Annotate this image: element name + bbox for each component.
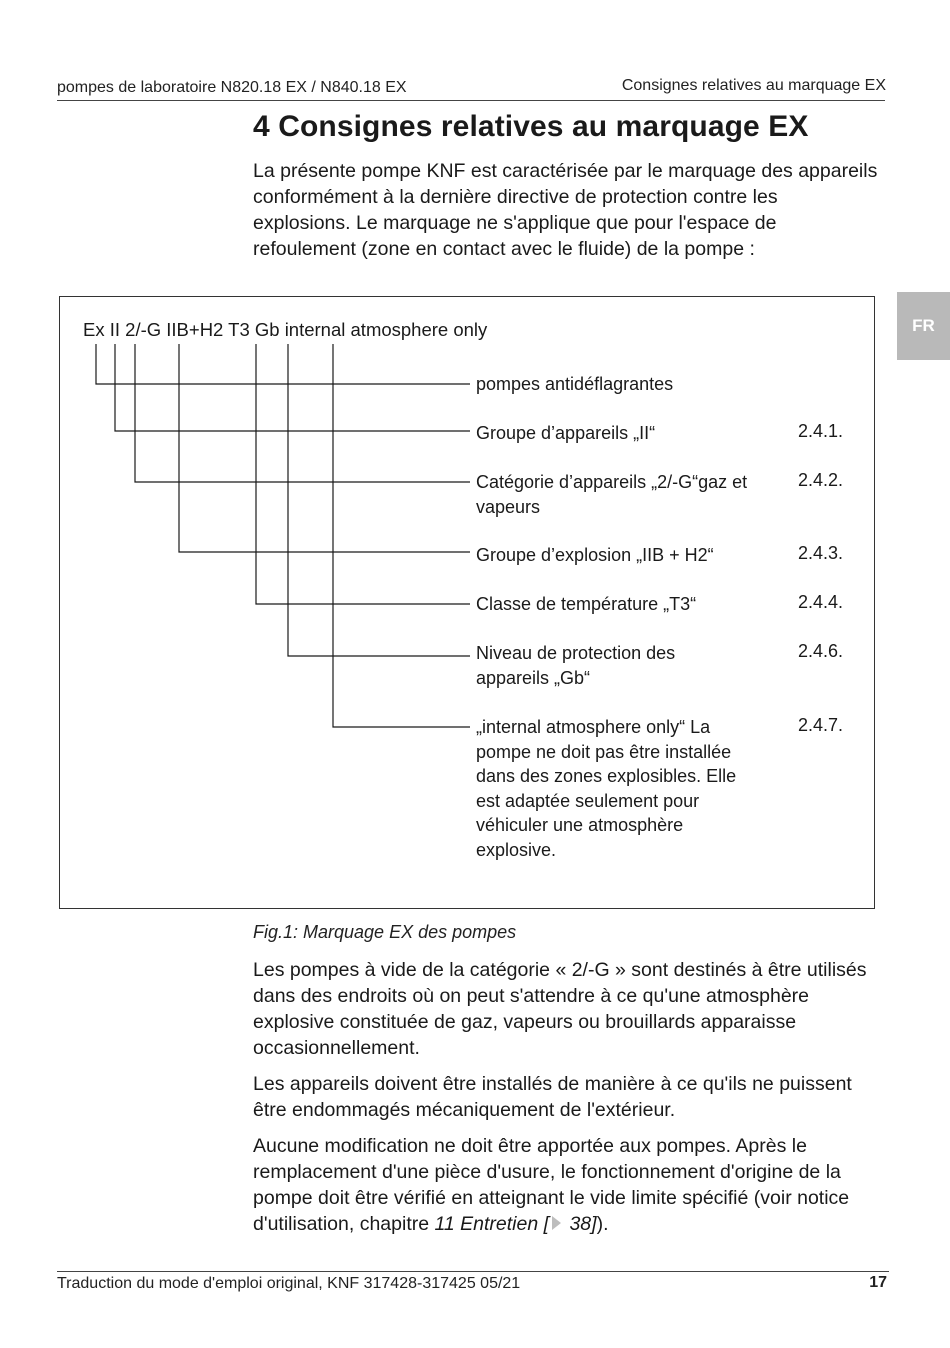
marking-item-label: Classe de température „T3“ <box>476 594 697 614</box>
maintenance-paragraph <box>253 1133 878 1237</box>
maintenance-link-page[interactable]: 38] <box>564 1213 597 1235</box>
marking-item-label: Catégorie d’appareils „2/-G“gaz et vapeurs <box>476 472 748 517</box>
intro-paragraph: La présente pompe KNF est caractérisée par le marquage des appareils conformément à la dernière directive de protection contre les explosions. Le marquage ne s'applique que pour l'espace de refoulement (zone en contact avec le fluide) de la pompe : <box>253 160 878 260</box>
connector-line-1 <box>96 344 470 384</box>
marking-item-label: „internal atmosphere only“ La pompe ne doit pas être installée dans des zones explosibles. Elle est adaptée seulement pour véhiculer une atmosphère explosive. <box>476 717 737 860</box>
marking-item-label: Groupe d’explosion „IIB + H2“ <box>476 545 714 565</box>
marking-item-reference: 2.4.2. <box>798 470 844 490</box>
language-tab[interactable]: FR <box>897 292 950 360</box>
header-section-title: Consignes relatives au marquage EX <box>621 77 886 94</box>
connector-line-3 <box>135 344 470 482</box>
maintenance-link-text[interactable]: 11 Entretien [ <box>434 1213 550 1235</box>
maintenance-paragraph-text: Aucune modification ne doit être apportée aux pompes. Après le remplacement d'une pièce d'usure, le fonctionnement d'origine de la pompe doit être vérifié en atteignant le vide limite spécifié (voir notice d'utilisation, chapitre <box>253 1135 850 1235</box>
connector-line-2 <box>115 344 470 431</box>
maintenance-paragraph-end: ). <box>596 1213 609 1235</box>
marking-item-label: Groupe d’appareils „II“ <box>476 423 656 443</box>
maintenance-link[interactable] <box>435 1213 597 1235</box>
connector-line-7 <box>333 344 470 727</box>
marking-item-reference: 2.4.4. <box>798 592 844 612</box>
marking-item-label: Niveau de protection des appareils „Gb“ <box>476 643 676 688</box>
marking-item-reference: 2.4.6. <box>798 641 844 661</box>
header-document-title: pompes de laboratoire N820.18 EX / N840.18 EX <box>57 79 407 96</box>
ex-marking-code: Ex II 2/-G IIB+H2 T3 Gb internal atmosphere only <box>83 319 488 340</box>
play-arrow-icon <box>552 1216 561 1230</box>
page-number: 17 <box>869 1274 887 1291</box>
marking-item-reference: 2.4.3. <box>798 543 844 563</box>
footer-text: Traduction du mode d'emploi original, KNF 317428-317425 05/21 <box>57 1275 521 1292</box>
footer-divider <box>57 1271 889 1272</box>
figure-caption: Fig.1: Marquage EX des pompes <box>253 922 517 942</box>
body-paragraph: Les appareils doivent être installés de manière à ce qu'ils ne puissent être endommagés mécaniquement de l'extérieur. <box>253 1073 852 1121</box>
marking-item-reference: 2.4.1. <box>798 421 844 441</box>
page-title: 4 Consignes relatives au marquage EX <box>253 110 809 143</box>
marking-item-label: pompes antidéflagrantes <box>476 374 674 394</box>
body-paragraph: Les pompes à vide de la catégorie « 2/-G » sont destinés à être utilisés dans des endroits où on peut s'attendre à ce qu'une atmosphère explosive constituée de gaz, vapeurs ou brouillards apparaisse occasionnellement. <box>253 959 867 1059</box>
connector-line-4 <box>179 344 470 552</box>
connector-line-6 <box>288 344 470 656</box>
marking-item-reference: 2.4.7. <box>798 715 844 735</box>
